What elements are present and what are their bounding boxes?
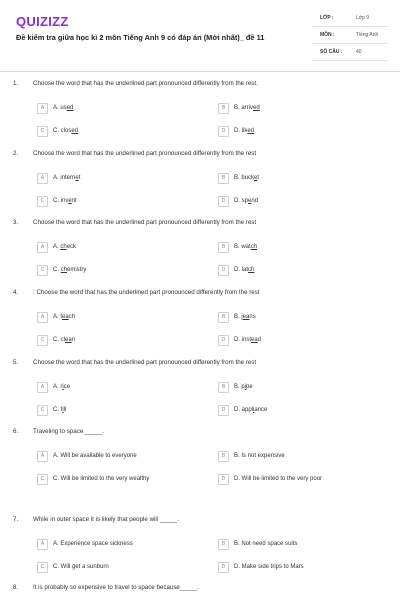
underlined-part: i	[62, 407, 64, 413]
option-text: D. appliance	[234, 407, 268, 413]
option-text: A. teach	[53, 314, 76, 320]
quizizz-logo: QUIZIZZ	[16, 14, 69, 29]
option-letter-box: A	[37, 312, 48, 323]
underlined-part: i	[253, 407, 255, 413]
underlined-part: ea	[242, 314, 250, 320]
question-text: Choose the word that has the underlined part pronounced differently from the rest	[33, 219, 257, 226]
underlined-part: ch	[60, 267, 68, 273]
option-letter-box: A	[37, 382, 48, 393]
option-text: B. arrived	[234, 105, 260, 111]
option-letter-box: D	[218, 474, 229, 485]
option-letter-box: C	[37, 474, 48, 485]
option-text: C. Will be limited to the very wealthy	[53, 476, 150, 482]
document-title: Đề kiểm tra giữa học kì 2 môn Tiếng Anh 9 có đáp án (Mới nhất)_ đề 11	[16, 33, 265, 42]
question-number: 2.	[13, 150, 19, 157]
option-text: C. fill	[53, 407, 67, 413]
option-text: D. Will be limited to the very poor	[234, 476, 323, 482]
option-text: A. rice	[53, 384, 71, 390]
option-text: B. watch	[234, 244, 258, 250]
option-text: C. invent	[53, 198, 77, 204]
option-letter-box: B	[218, 539, 229, 550]
question-number: 1.	[13, 80, 19, 87]
option-text: B. jeans	[234, 314, 256, 320]
underlined-part: e	[248, 198, 252, 204]
question-text: Choose the word that has the underlined part pronounced differently from the rest	[33, 359, 257, 366]
option-text: B. pipe	[234, 384, 253, 390]
option-text: D. latch	[234, 267, 255, 273]
question-text: Choose the word that has the underlined part pronounced differently from the rest.	[33, 80, 258, 87]
option-letter-box: A	[37, 173, 48, 184]
option-letter-box: A	[37, 103, 48, 114]
option-text: A. Experience space sickness	[53, 541, 133, 547]
underlined-part: ea	[62, 314, 69, 320]
option-text: C. chemistry	[53, 267, 87, 273]
question-number: 7.	[13, 516, 19, 523]
option-letter-box: C	[37, 196, 48, 207]
option-letter-box: D	[218, 335, 229, 346]
option-letter-box: D	[218, 196, 229, 207]
option-letter-box: C	[37, 335, 48, 346]
underlined-part: e	[68, 198, 72, 204]
underlined-part: ed	[247, 128, 255, 134]
underlined-part: ea	[251, 337, 258, 343]
option-text: D. liked	[234, 128, 255, 134]
option-text: C. closed	[53, 128, 79, 134]
option-letter-box: A	[37, 242, 48, 253]
option-text: D. instead	[234, 337, 262, 343]
option-letter-box: D	[218, 405, 229, 416]
question-number: 4.	[13, 289, 19, 296]
option-letter-box: C	[37, 265, 48, 276]
option-text: D. Make side trips to Mars	[234, 564, 304, 570]
option-letter-box: D	[218, 562, 229, 573]
option-letter-box: D	[218, 126, 229, 137]
document-header	[0, 0, 400, 72]
question-text: While in outer space it is likely that people will _____.	[33, 516, 179, 523]
underlined-part: i	[244, 384, 247, 390]
meta-value: 40	[356, 49, 362, 55]
option-letter-box: B	[218, 103, 229, 114]
question-number: 8.	[13, 584, 19, 591]
question-number: 5.	[13, 359, 19, 366]
option-letter-box: B	[218, 451, 229, 462]
underlined-part: e	[75, 175, 79, 181]
option-text: A. used	[53, 105, 74, 111]
option-letter-box: B	[218, 382, 229, 393]
option-letter-box: C	[37, 126, 48, 137]
meta-row-subject	[312, 27, 388, 44]
underlined-part: ed	[253, 105, 260, 111]
meta-row-question-count	[312, 44, 388, 61]
meta-row-grade	[312, 10, 388, 27]
underlined-part: ed	[71, 128, 79, 134]
option-text: B. Is not expensive	[234, 453, 285, 459]
option-letter-box: C	[37, 562, 48, 573]
option-text: D. spend	[234, 198, 259, 204]
option-letter-box: B	[218, 242, 229, 253]
option-text: A. internet	[53, 175, 81, 181]
meta-label: MÔN :	[320, 32, 335, 38]
meta-value: Lớp 9	[356, 15, 370, 21]
option-letter-box: D	[218, 265, 229, 276]
meta-label: LỚP :	[320, 15, 334, 21]
metadata-table	[312, 10, 388, 61]
question-number: 6.	[13, 428, 19, 435]
option-text: C. Will get a sunburn	[53, 564, 109, 570]
underlined-part: ch	[60, 244, 67, 250]
underlined-part: e	[254, 175, 258, 181]
question-text: Traveling to space _____.	[33, 428, 104, 435]
option-letter-box: A	[37, 539, 48, 550]
meta-value: Tiếng Anh	[356, 32, 379, 38]
option-text: A. check	[53, 244, 77, 250]
underlined-part: ed	[66, 105, 74, 111]
option-letter-box: B	[218, 312, 229, 323]
option-letter-box: A	[37, 451, 48, 462]
option-text: A. Will be available to everyone	[53, 453, 137, 459]
question-number: 3.	[13, 219, 19, 226]
meta-label: SỐ CÂU :	[320, 49, 343, 55]
underlined-part: ea	[65, 337, 72, 343]
underlined-part: ch	[248, 267, 255, 273]
question-text: Choose the word that has the underlined part pronounced differently from the rest	[33, 150, 257, 157]
question-text: It is probably so expensive to travel to space because_____.	[33, 584, 199, 591]
option-text: B. bucket	[234, 175, 260, 181]
question-text: : Choose the word that has the underlined part pronounced differently from the rest	[33, 289, 260, 296]
option-letter-box: C	[37, 405, 48, 416]
underlined-part: ch	[250, 244, 258, 250]
option-text: B. Not need space suits	[234, 541, 298, 547]
underlined-part: i	[62, 384, 64, 390]
option-text: C. clean	[53, 337, 76, 343]
option-letter-box: B	[218, 173, 229, 184]
